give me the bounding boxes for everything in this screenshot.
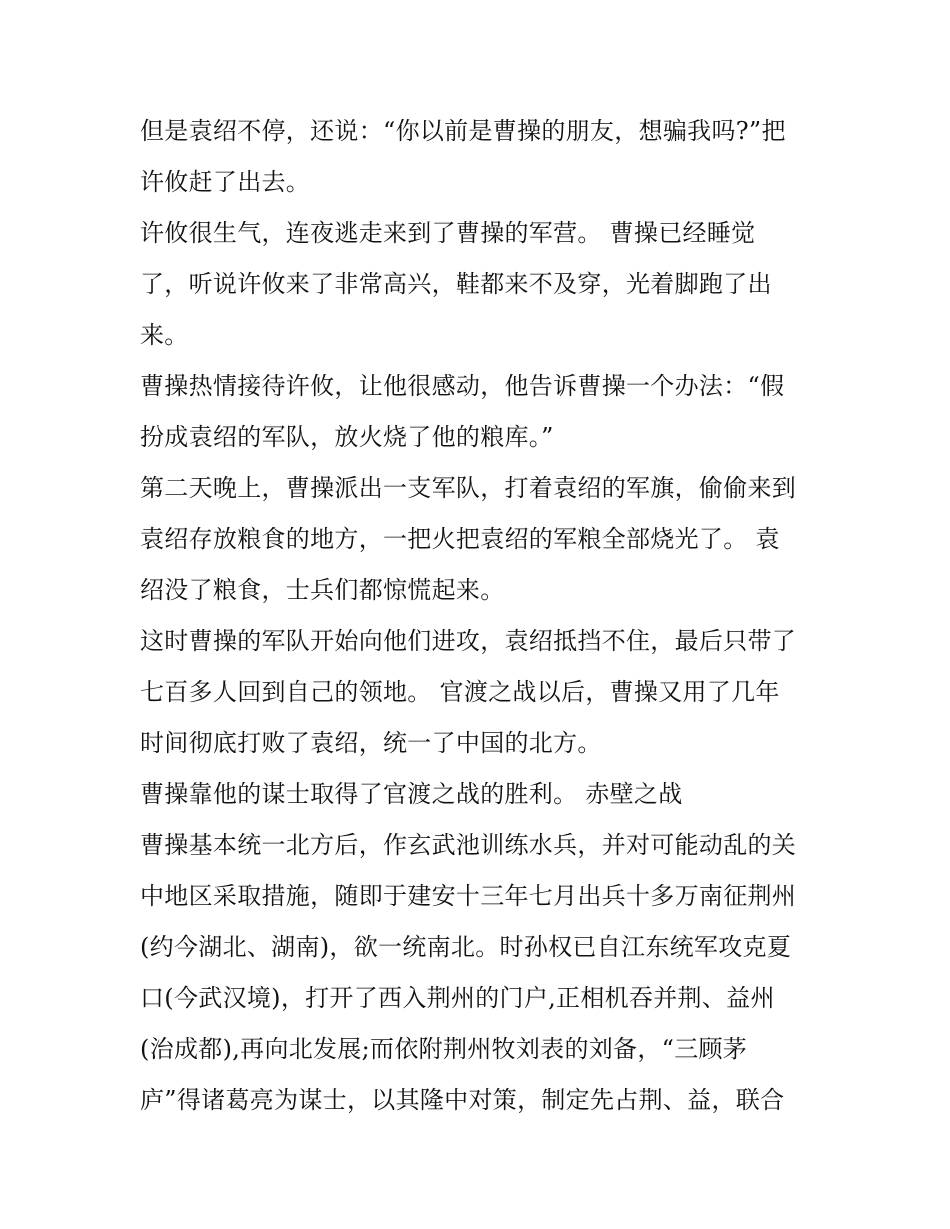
text-line: 袁绍存放粮食的地方，一把火把袁绍的军粮全部烧光了。 袁 [140, 525, 780, 553]
text-line: 庐”得诸葛亮为谋士，以其隆中对策，制定先占荆、益，联合 [140, 1086, 785, 1114]
text-line: 时间彻底打败了袁绍，统一了中国的北方。 [140, 729, 602, 757]
text-line: 第二天晚上，曹操派出一支军队，打着袁绍的军旗，偷偷来到 [140, 474, 797, 502]
text-line: (治成都),再向北发展;而依附荆州牧刘表的刘备，“三顾茅 [140, 1035, 748, 1063]
text-line: 口(今武汉境)，打开了西入荆州的门户,正相机吞并荆、益州 [140, 984, 775, 1012]
text-line: 曹操热情接待许攸，让他很感动，他告诉曹操一个办法：“假 [140, 372, 785, 400]
text-line: 七百多人回到自己的领地。 官渡之战以后，曹操又用了几年 [140, 678, 780, 706]
text-line: 绍没了粮食，士兵们都惊慌起来。 [140, 576, 505, 604]
text-line: 但是袁绍不停，还说：“你以前是曹操的朋友，想骗我吗?”把 [140, 117, 786, 145]
text-line: (约今湖北、湖南)，欲一统南北。时孙权已自江东统军攻克夏 [140, 933, 792, 961]
text-line: 曹操基本统一北方后，作玄武池训练水兵，并对可能动乱的关 [140, 831, 797, 859]
text-line: 这时曹操的军队开始向他们进攻，袁绍抵挡不住，最后只带了 [140, 627, 797, 655]
text-line: 来。 [140, 321, 189, 349]
text-line: 扮成袁绍的军队，放火烧了他的粮库。” [140, 423, 554, 451]
text-line: 了，听说许攸来了非常高兴，鞋都来不及穿，光着脚跑了出 [140, 270, 772, 298]
text-line: 许攸很生气，连夜逃走来到了曹操的军营。 曹操已经睡觉 [140, 219, 756, 247]
document-body-text [140, 106, 830, 1126]
text-line: 中地区采取措施，随即于建安十三年七月出兵十多万南征荆州 [140, 882, 797, 910]
text-line: 许攸赶了出去。 [140, 168, 311, 196]
text-line: 曹操靠他的谋士取得了官渡之战的胜利。 赤壁之战 [140, 780, 683, 808]
